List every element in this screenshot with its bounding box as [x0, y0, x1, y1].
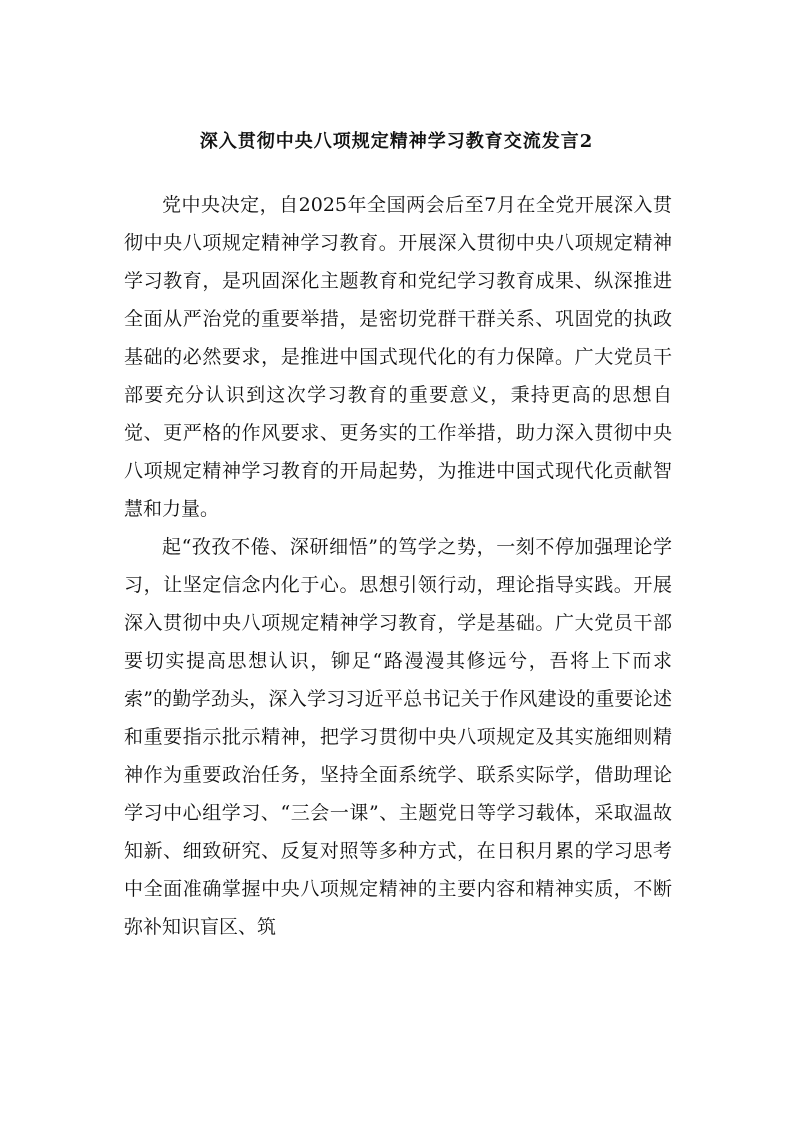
paragraph-1: 党中央决定，自2025年全国两会后至7月在全党开展深入贯彻中央八项规定精神学习教育。开展深入贯彻中央八项规定精神学习教育，是巩固深化主题教育和党纪学习教育成果、纵深推进全面从严治党的重要举措，是密切党群干群关系、巩固党的执政基础的必然要求，是推进中国式现代化的有力保障。广大党员干部要充分认识到这次学习教育的重要意义，秉持更高的思想自觉、更严格的作风要求、更务实的工作举措，助力深入贯彻中央八项规定精神学习教育的开局起势，为推进中国式现代化贡献智慧和力量。: [124, 194, 672, 520]
document-title: 深入贯彻中央八项规定精神学习教育交流发言2: [199, 131, 594, 152]
document-body: [124, 186, 672, 946]
paragraph-2: 起“孜孜不倦、深研细悟”的笃学之势，一刻不停加强理论学习，让坚定信念内化于心。思想引领行动，理论指导实践。开展深入贯彻中央八项规定精神学习教育，学是基础。广大党员干部要切实提高思想认识，铆足“路漫漫其修远兮，吾将上下而求索”的勤学劲头，深入学习习近平总书记关于作风建设的重要论述和重要指示批示精神，把学习贯彻中央八项规定及其实施细则精神作为重要政治任务，坚持全面系统学、联系实际学，借助理论学习中心组学习、“三会一课”、主题党日等学习载体，采取温故知新、细致研究、反复对照等多种方式，在日积月累的学习思考中全面准确掌握中央八项规定精神的主要内容和精神实质，不断弥补知识盲区、筑: [124, 536, 672, 938]
